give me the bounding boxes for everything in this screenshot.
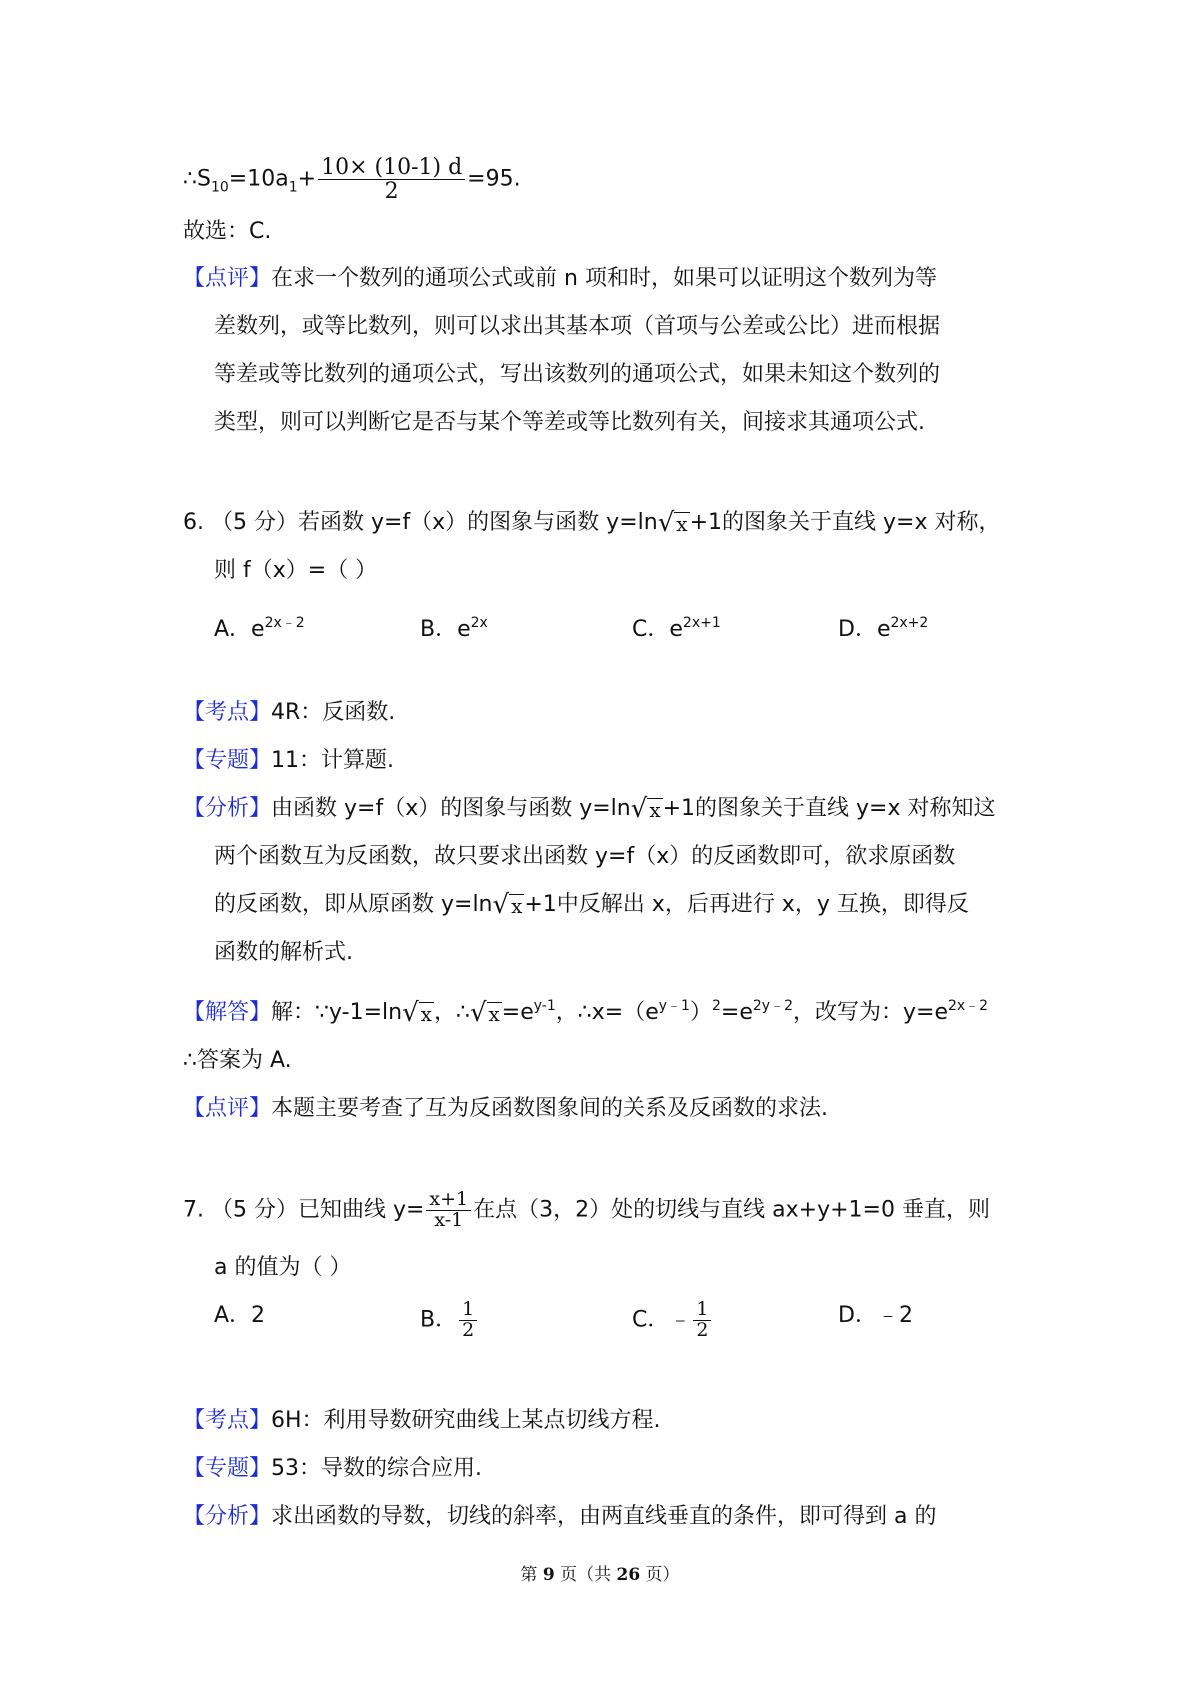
opt-sup: 2x [470, 615, 488, 631]
frac-denominator: 2 [696, 1318, 709, 1341]
zhuanti-tag: 【专题】 [183, 748, 272, 773]
q6-kaodian [183, 697, 395, 729]
footer-mid: 页（共 [554, 1565, 617, 1585]
jieda-g-sup: 2x﹣2 [947, 998, 989, 1014]
frac-numerator: x+1 [426, 1190, 471, 1211]
jieda-f-sup: 2y﹣2 [752, 998, 793, 1014]
result-text: =95. [467, 166, 521, 192]
review-text: 本题主要考查了互为反函数图象间的关系及反函数的求法. [271, 1096, 829, 1121]
review1-line3: 等差或等比数列的通项公式，写出该数列的通项公式，如果未知这个数列的 [214, 362, 941, 387]
opt-sup: 2x﹣2 [264, 615, 305, 631]
jieda-b: ，∴ [433, 1000, 470, 1025]
sqrt-arg: x [420, 1002, 432, 1026]
q7-option-b [420, 1300, 479, 1341]
kaodian-text: 4R：反函数. [271, 700, 396, 725]
opt-label: A．e [214, 617, 265, 642]
q7-fraction [426, 1190, 471, 1231]
zhuanti-text: 53：导数的综合应用. [271, 1456, 483, 1481]
opt-label: B． [420, 1307, 458, 1333]
sqrt-x: √ x [630, 794, 661, 824]
s10-formula-line [183, 156, 521, 204]
review1-line4: 类型，则可以判断它是否与某个等差或等比数列有关，间接求其通项公式. [214, 410, 925, 435]
fenxi-text-a: 由函数 y=f（x）的图象与函数 y=ln [271, 796, 631, 821]
q6-text-b: +1的图象关于直线 y=x 对称， [689, 510, 1001, 535]
half-fraction [459, 1300, 477, 1341]
page-footer [0, 1560, 1200, 1585]
q6-fenxi-line2: 两个函数互为反函数，故只要求出函数 y=f（x）的反函数即可，欲求原函数 [214, 844, 956, 869]
opt-label: B．e [420, 617, 471, 642]
opt-label: C．e [632, 617, 683, 642]
q6-option-b [420, 607, 488, 646]
jieda-tag: 【解答】 [183, 1000, 272, 1025]
q7-fenxi [183, 1501, 937, 1533]
q6-line2: 则 f（x）=（ ） [214, 558, 378, 583]
kaodian-tag: 【考点】 [183, 1408, 272, 1433]
a-subscript: 1 [288, 179, 298, 196]
sqrt-x: √ x [469, 998, 500, 1028]
total-pages: 26 [616, 1565, 641, 1585]
q6-option-c [632, 607, 721, 646]
review1-text-1: 在求一个数列的通项公式或前 n 项和时，如果可以证明这个数列为等 [271, 266, 937, 291]
fenxi-text-d: +1中反解出 x，后再进行 x，y 互换，即得反 [524, 892, 969, 917]
sqrt-x: √ x [402, 998, 432, 1028]
q6-text-a: 6. （5 分）若函数 y=f（x）的图象与函数 y=ln [183, 510, 658, 535]
q7-option-c [632, 1300, 713, 1341]
q6-fenxi-line4: 函数的解析式. [214, 940, 353, 965]
q7-text-a: 7. （5 分）已知曲线 y= [183, 1197, 425, 1223]
review1-line2: 差数列，或等比数列，则可以求出其基本项（首项与公差或公比）进而根据 [214, 314, 941, 339]
footer-pre: 第 [520, 1565, 543, 1585]
opt-label: C．﹣ [632, 1307, 692, 1333]
q6-fenxi-line1 [183, 793, 995, 825]
sqrt-arg: x [488, 1002, 500, 1026]
jieda-c-sup: y-1 [533, 998, 556, 1014]
q7-option-d: D．﹣2 [838, 1303, 913, 1328]
q7-kaodian [183, 1405, 661, 1437]
q7-text-b: 在点（3，2）处的切线与直线 ax+y+1=0 垂直，则 [473, 1197, 990, 1223]
frac-denominator: 2 [384, 179, 399, 205]
q6-fenxi-line3 [214, 889, 969, 921]
page-number: 9 [542, 1565, 555, 1585]
jieda-d-sup: y﹣1 [658, 998, 690, 1014]
frac-numerator: 1 [693, 1300, 711, 1321]
fenxi-text-c: 的反函数，即从原函数 y=ln [214, 892, 493, 917]
jieda-g: ，改写为：y=e [792, 1000, 948, 1025]
sqrt-x: √ x [657, 508, 688, 538]
sqrt-arg: x [676, 512, 688, 536]
zhuanti-tag: 【专题】 [183, 1456, 272, 1481]
therefore-text: ∴S [183, 166, 211, 192]
jieda-c: =e [501, 1000, 534, 1025]
kaodian-tag: 【考点】 [183, 700, 272, 725]
frac-denominator: x-1 [434, 1208, 464, 1231]
kaodian-text: 6H：利用导数研究曲线上某点切线方程. [271, 1408, 661, 1433]
jieda-d: ，∴x=（e [555, 1000, 659, 1025]
jieda-f: =e [720, 1000, 753, 1025]
opt-sup: 2x+1 [682, 615, 721, 631]
q6-jieda [183, 990, 988, 1029]
fenxi-text-b: +1的图象关于直线 y=x 对称知这 [662, 796, 996, 821]
q7-option-a: A．2 [214, 1303, 266, 1328]
q7-line1 [183, 1190, 990, 1231]
review1-tag: 【点评】 [183, 266, 272, 291]
q6-option-d [838, 607, 928, 646]
eq-text: =10a [228, 166, 289, 192]
q6-option-a [214, 607, 305, 646]
frac-denominator: 2 [462, 1318, 475, 1341]
q6-zhuanti [183, 745, 394, 777]
zhuanti-text: 11：计算题. [271, 748, 395, 773]
q6-line1 [183, 507, 1000, 539]
choice-line: 故选：C. [183, 219, 272, 244]
sqrt-x: √ x [492, 890, 523, 920]
sqrt-arg: x [511, 894, 523, 918]
review-tag: 【点评】 [183, 1096, 272, 1121]
opt-sup: 2x+2 [890, 615, 929, 631]
q7-zhuanti [183, 1453, 482, 1485]
jieda-e-sup: 2 [711, 998, 721, 1014]
opt-label: D．e [838, 617, 891, 642]
q6-answer: ∴答案为 A. [183, 1048, 292, 1073]
footer-post: 页） [640, 1565, 680, 1585]
frac-numerator: 1 [459, 1300, 477, 1321]
s-subscript: 10 [210, 179, 229, 196]
jieda-e: ） [689, 1000, 712, 1025]
fenxi-text: 求出函数的导数，切线的斜率，由两直线垂直的条件，即可得到 a 的 [271, 1504, 937, 1529]
plus-text: + [297, 166, 317, 192]
q6-review [183, 1093, 828, 1125]
fenxi-tag: 【分析】 [183, 1504, 272, 1529]
frac-numerator: 10× (10-1) d [318, 156, 465, 180]
sqrt-arg: x [649, 798, 661, 822]
half-fraction [693, 1300, 711, 1341]
s10-fraction [318, 156, 465, 203]
jieda-a: 解：∵y-1=ln [271, 1000, 403, 1025]
fenxi-tag: 【分析】 [183, 796, 272, 821]
review1-line1 [183, 263, 937, 295]
q7-line2: a 的值为（ ） [214, 1255, 352, 1280]
